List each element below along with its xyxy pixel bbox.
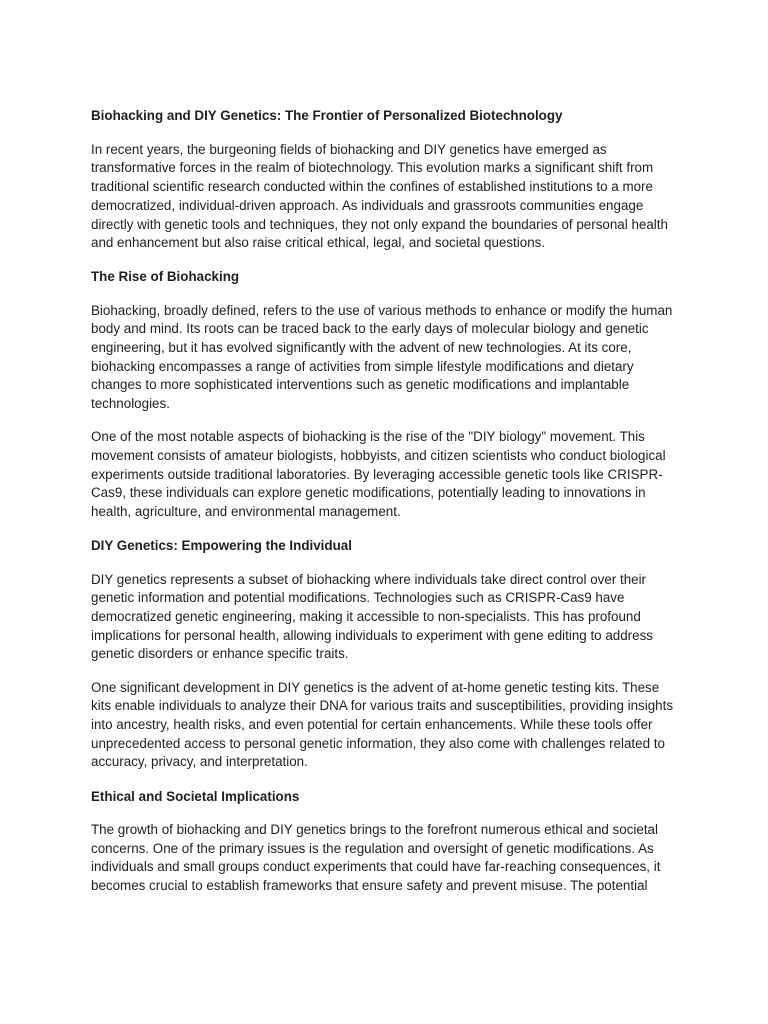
paragraph: The growth of biohacking and DIY genetics brings to the forefront numerous ethical and societal concerns. One of the primary issues is the regulation and oversight of genetic modifications. As individuals and small groups conduct experiments that could have far-reaching consequences, it becomes crucial to establish frameworks that ensure safety and prevent misuse. The potential [91, 821, 661, 893]
section-heading-ethical-implications: Ethical and Societal Implications [91, 788, 300, 804]
paragraph: One significant development in DIY genetics is the advent of at-home genetic testing kits. These kits enable individuals to analyze their DNA for various traits and susceptibilities, providing insights into ancestry, health risks, and even potential for certain enhancements. While these tools offer unprecedented access to personal genetic information, they also come with challenges related to accuracy, privacy, and interpretation. [91, 679, 674, 770]
paragraph: DIY genetics represents a subset of biohacking where individuals take direct control over their genetic information and potential modifications. Technologies such as CRISPR-Cas9 have democratized genetic engineering, making it accessible to non-specialists. This has profound implications for personal health, allowing individuals to experiment with gene editing to address genetic disorders or enhance specific traits. [91, 571, 653, 662]
paragraph: One of the most notable aspects of biohacking is the rise of the "DIY biology" movement. This movement consists of amateur biologists, hobbyists, and citizen scientists who conduct biological experiments outside traditional laboratories. By leveraging accessible genetic tools like CRISPR-Cas9, these individuals can explore genetic modifications, potentially leading to innovations in health, agriculture, and environmental management. [91, 429, 666, 520]
section-heading-diy-genetics: DIY Genetics: Empowering the Individual [91, 538, 352, 554]
document-title: Biohacking and DIY Genetics: The Frontier of Personalized Biotechnology [91, 108, 563, 123]
section-heading-rise-of-biohacking: The Rise of Biohacking [91, 269, 240, 285]
paragraph: Biohacking, broadly defined, refers to the use of various methods to enhance or modify the human body and mind. Its roots can be traced back to the early days of molecular biology and genetic engineering, but it has evolved significantly with the advent of new technologies. At its core, biohacking encompasses a range of activities from simple lifestyle modifications and dietary changes to more sophisticated interventions such as genetic modifications and implantable technologies. [91, 302, 673, 412]
intro-paragraph: In recent years, the burgeoning fields of biohacking and DIY genetics have emerged as transformative forces in the realm of biotechnology. This evolution marks a significant shift from traditional scientific research conducted within the confines of established institutions to a more democratized, individual-driven approach. As individuals and grassroots communities engage directly with genetic tools and techniques, they not only expand the boundaries of personal health and enhancement but also raise critical ethical, legal, and societal questions. [91, 141, 668, 251]
